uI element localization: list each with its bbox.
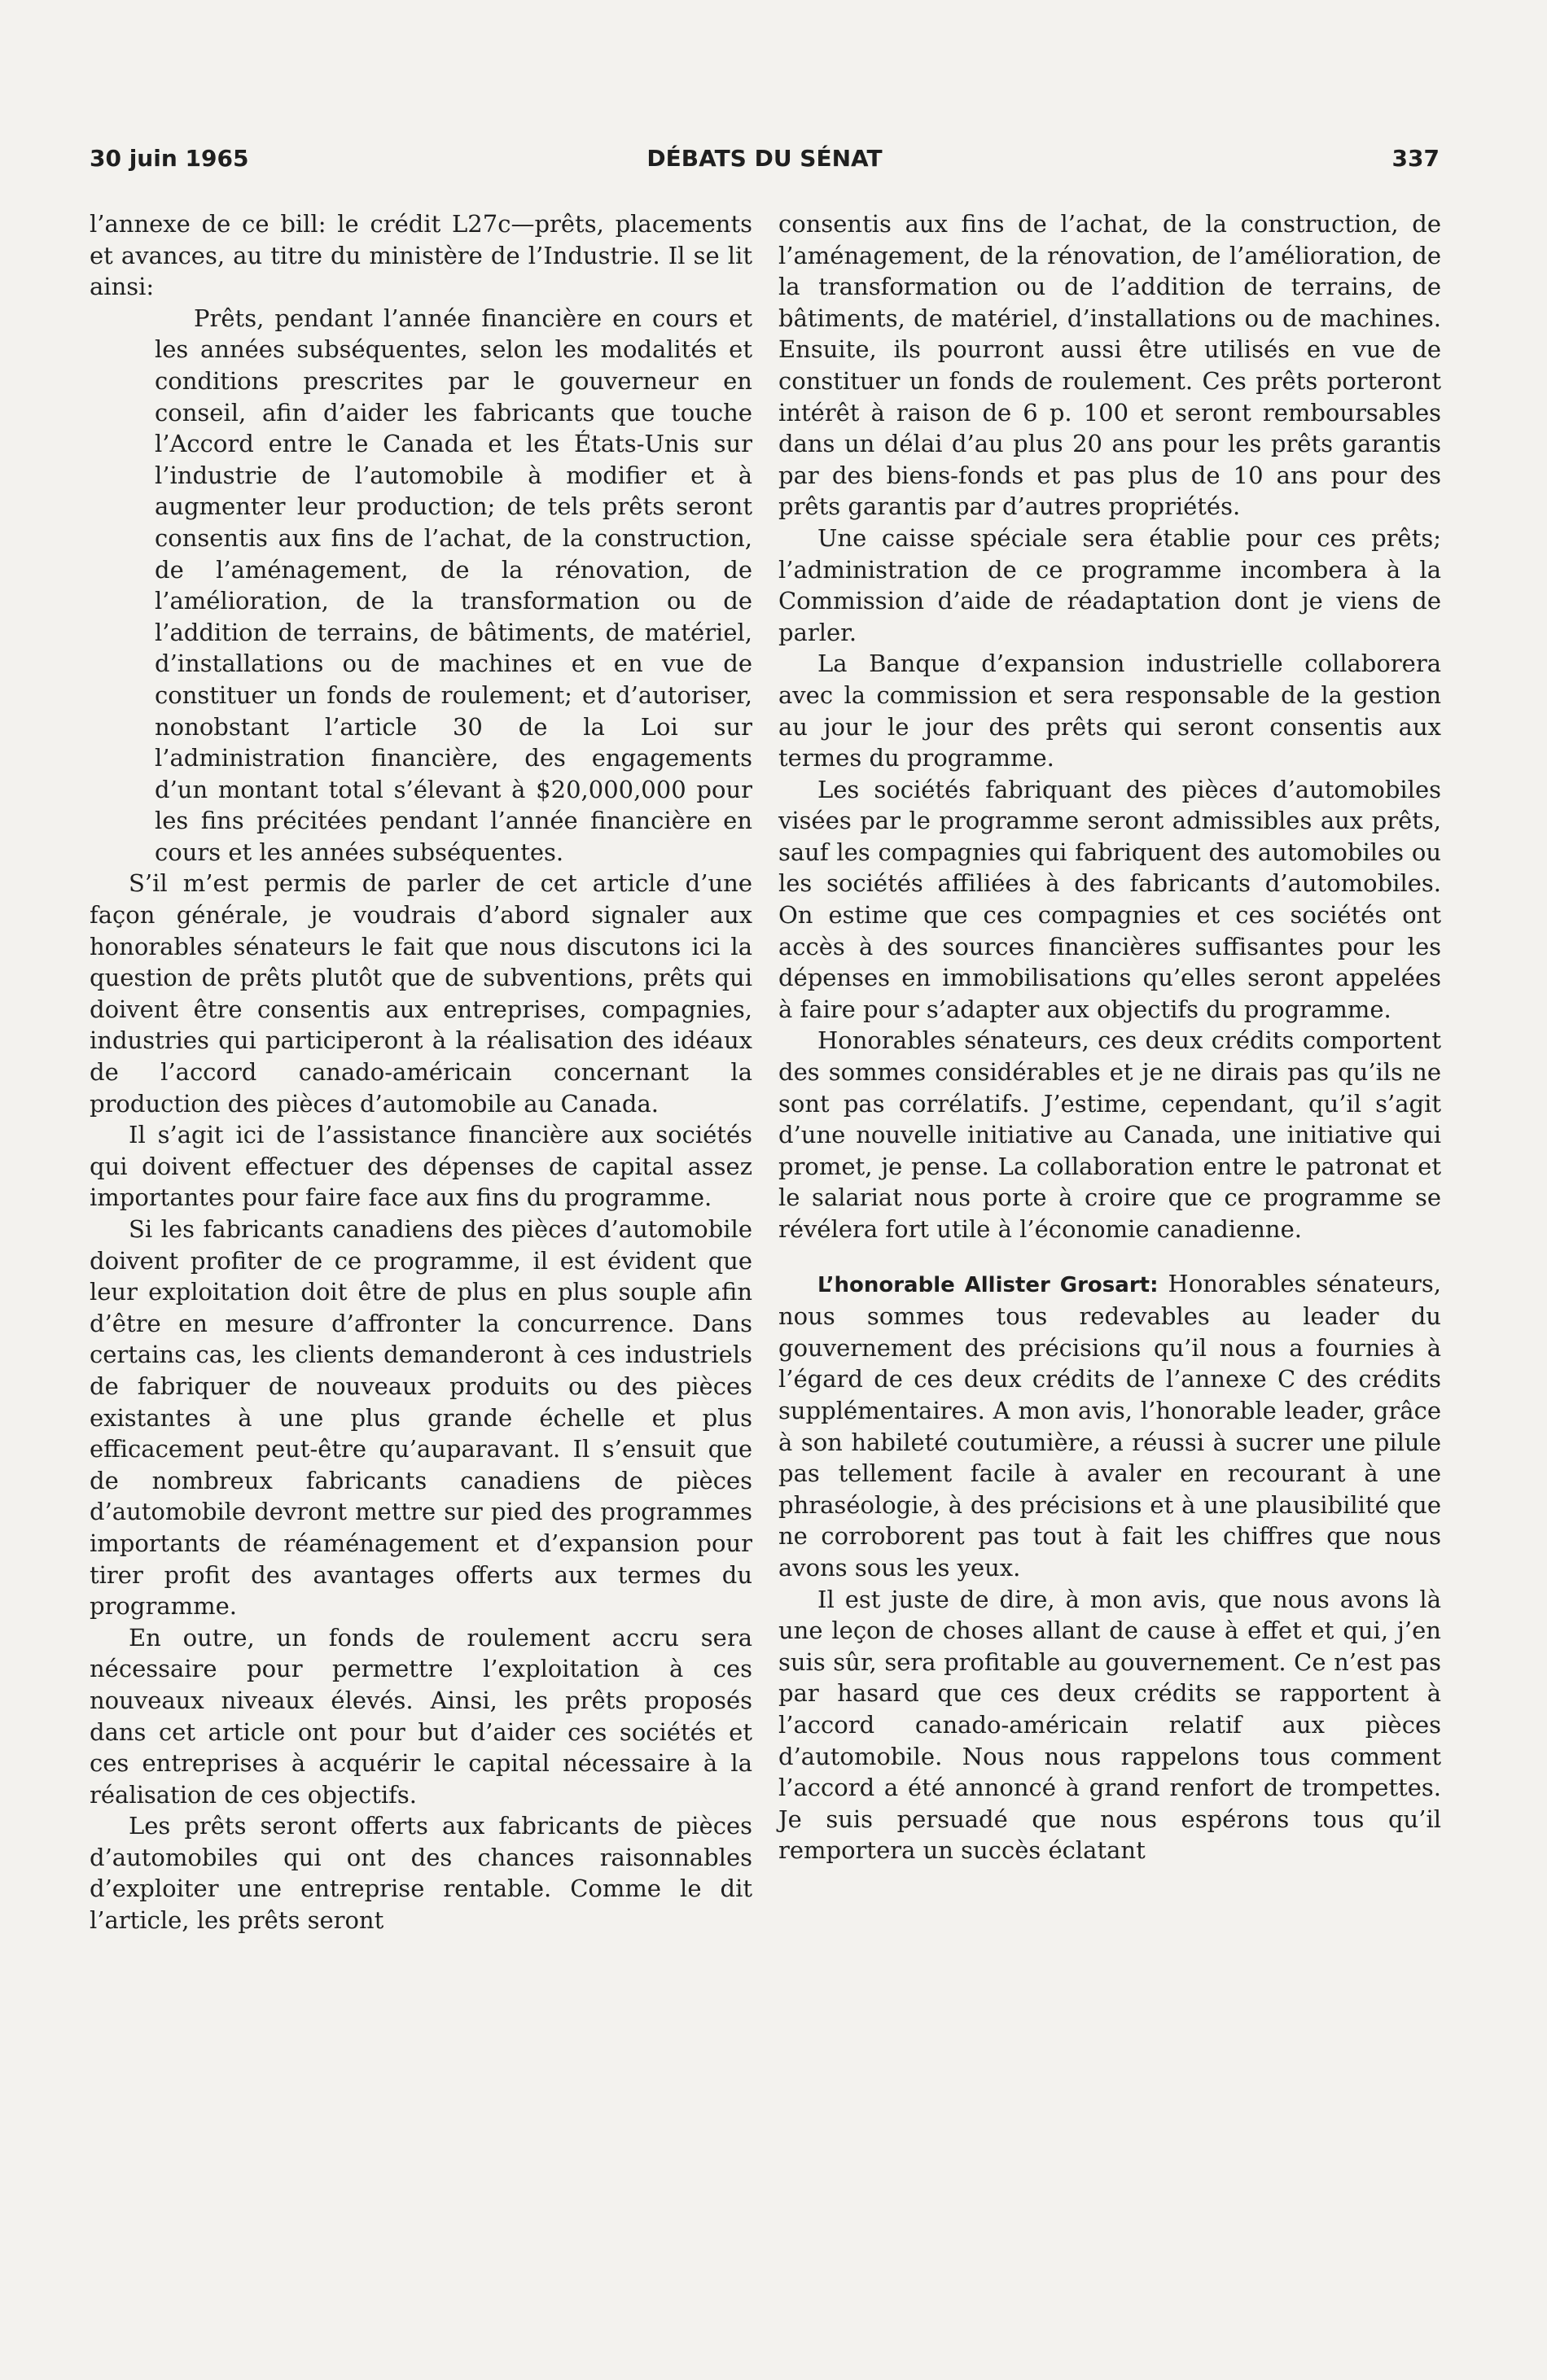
paragraph: Honorables sénateurs, ces deux crédits comportent des sommes considérables et je ne dirais pas qu’ils ne sont pas corrélatifs. J’estime, cependant, qu’il s’agit d’une nouvelle initiative au Canada, une initiative qui promet, je pense. La collaboration entre le patronat et le salariat nous porte à croire que ce programme se révélera fort utile à l’économie canadienne. [778,1026,1441,1243]
speaker-text: Honorables sénateurs, nous sommes tous redevables au leader du gouvernement des précisions qu’il nous a fournies à l’égard de ces deux crédits de l’annexe C des crédits supplémentaires. A mon avis, l’honorable leader, grâce à son habileté coutumière, a réussi à sucrer une pilule pas tellement facile à avaler en recourant à une phraséologie, à des précisions et à une plausibilité que ne corroborent pas tout à fait les chiffres que nous avons sous les yeux. [778,1269,1442,1582]
right-column [778,208,1441,1866]
speaker-paragraph [778,1268,1441,1584]
paragraph: l’annexe de ce bill: le crédit L27c—prêts, placements et avances, au titre du ministère de l’Industrie. Il se lit ainsi: [90,210,752,301]
paragraph: Il est juste de dire, à mon avis, que nous avons là une leçon de choses allant de cause à effet et qui, j’en suis sûr, sera profitable au gouvernement. Ce n’est pas par hasard que ces deux crédits se rapportent à l’accord canado-américain relatif aux pièces d’automobile. Nous nous rappelons tous comment l’accord a été annoncé à grand renfort de trompettes. Je suis persuadé que nous espérons tous qu’il remportera un succès éclatant [778,1585,1441,1865]
quoted-paragraph: Prêts, pendant l’année financière en cours et les années subséquentes, selon les modalités et conditions prescrites par le gouverneur en conseil, afin d’aider les fabricants que touche l’Accord entre le Canada et les États-Unis sur l’industrie de l’automobile à modifier et à augmenter leur production; de tels prêts seront consentis aux fins de l’achat, de la construction, de l’aménagement, de la rénovation, de l’amélioration, de la transformation ou de l’addition de terrains, de bâtiments, de matériel, d’installations ou de machines et en vue de constituer un fonds de roulement; et d’autoriser, nonobstant l’article 30 de la Loi sur l’administration financière, des engagements d’un montant total s’élevant à $20,000,000 pour les fins précitées pendant l’année financière en cours et les années subséquentes. [155,304,752,866]
paragraph: En outre, un fonds de roulement accru sera nécessaire pour permettre l’exploitation à ces nouveaux niveaux élevés. Ainsi, les prêts proposés dans cet article ont pour but d’aider ces sociétés et ces entreprises à acquérir le capital nécessaire à la réalisation de ces objectifs. [90,1623,752,1809]
paragraph: Une caisse spéciale sera établie pour ces prêts; l’administration de ce programme incombera à la Commission d’aide de réadaptation dont je viens de parler. [778,523,1441,646]
paragraph: Les sociétés fabriquant des pièces d’automobiles visées par le programme seront admissibles aux prêts, sauf les compagnies qui fabriquent des automobiles ou les sociétés affiliées à des fabricants d’automobiles. On estime que ces compagnies et ces sociétés ont accès à des sources financières suffisantes pour les dépenses en immobilisations qu’elles seront appelées à faire pour s’adapter aux objectifs du programme. [778,775,1441,1023]
header-date: 30 juin 1965 [90,145,249,172]
paragraph: La Banque d’expansion industrielle collaborera avec la commission et sera responsable de la gestion au jour le jour des prêts qui seront consentis aux termes du programme. [778,650,1441,772]
speaker-name: L’honorable Allister Grosart: [817,1272,1159,1297]
paragraph: S’il m’est permis de parler de cet article d’une façon générale, je voudrais d’abord signaler aux honorables sénateurs le fait que nous discutons ici la question de prêts plutôt que de subventions, prêts qui doivent être consentis aux entreprises, compagnies, industries qui participeront à la réalisation des idéaux de l’accord canado-américain concernant la production des pièces d’automobile au Canada. [90,869,752,1118]
paragraph: Si les fabricants canadiens des pièces d’automobile doivent profiter de ce programme, il est évident que leur exploitation doit être de plus en plus souple afin d’être en mesure d’affronter la concurrence. Dans certains cas, les clients demanderont à ces industriels de fabriquer de nouveaux produits ou des pièces existantes à une plus grande échelle et plus efficacement peut-être qu’auparavant. Il s’ensuit que de nombreux fabricants canadiens de pièces d’automobile devront mettre sur pied des programmes importants de réaménagement et d’expansion pour tirer profit des avantages offerts aux termes du programme. [90,1215,752,1621]
paragraph: Les prêts seront offerts aux fabricants de pièces d’automobiles qui ont des chances raisonnables d’exploiter une entreprise rentable. Comme le dit l’article, les prêts seront [90,1812,752,1935]
paragraph: consentis aux fins de l’achat, de la construction, de l’aménagement, de la rénovation, de l’amélioration, de la transformation ou de l’addition de terrains, de bâtiments, de matériel, d’installations ou de machines. Ensuite, ils pourront aussi être utilisés en vue de constituer un fonds de roulement. Ces prêts porteront intérêt à raison de 6 p. 100 et seront remboursables dans un délai d’au plus 20 ans pour les prêts garantis par des biens-fonds et pas plus de 10 ans pour des prêts garantis par d’autres propriétés. [778,210,1441,521]
paragraph: Il s’agit ici de l’assistance financière aux sociétés qui doivent effectuer des dépenses de capital assez importantes pour faire face aux fins du programme. [90,1121,752,1212]
header-title: DÉBATS DU SÉNAT [646,145,883,172]
page-number: 337 [1391,145,1440,172]
left-column [90,208,752,1936]
page-header [90,145,1440,177]
